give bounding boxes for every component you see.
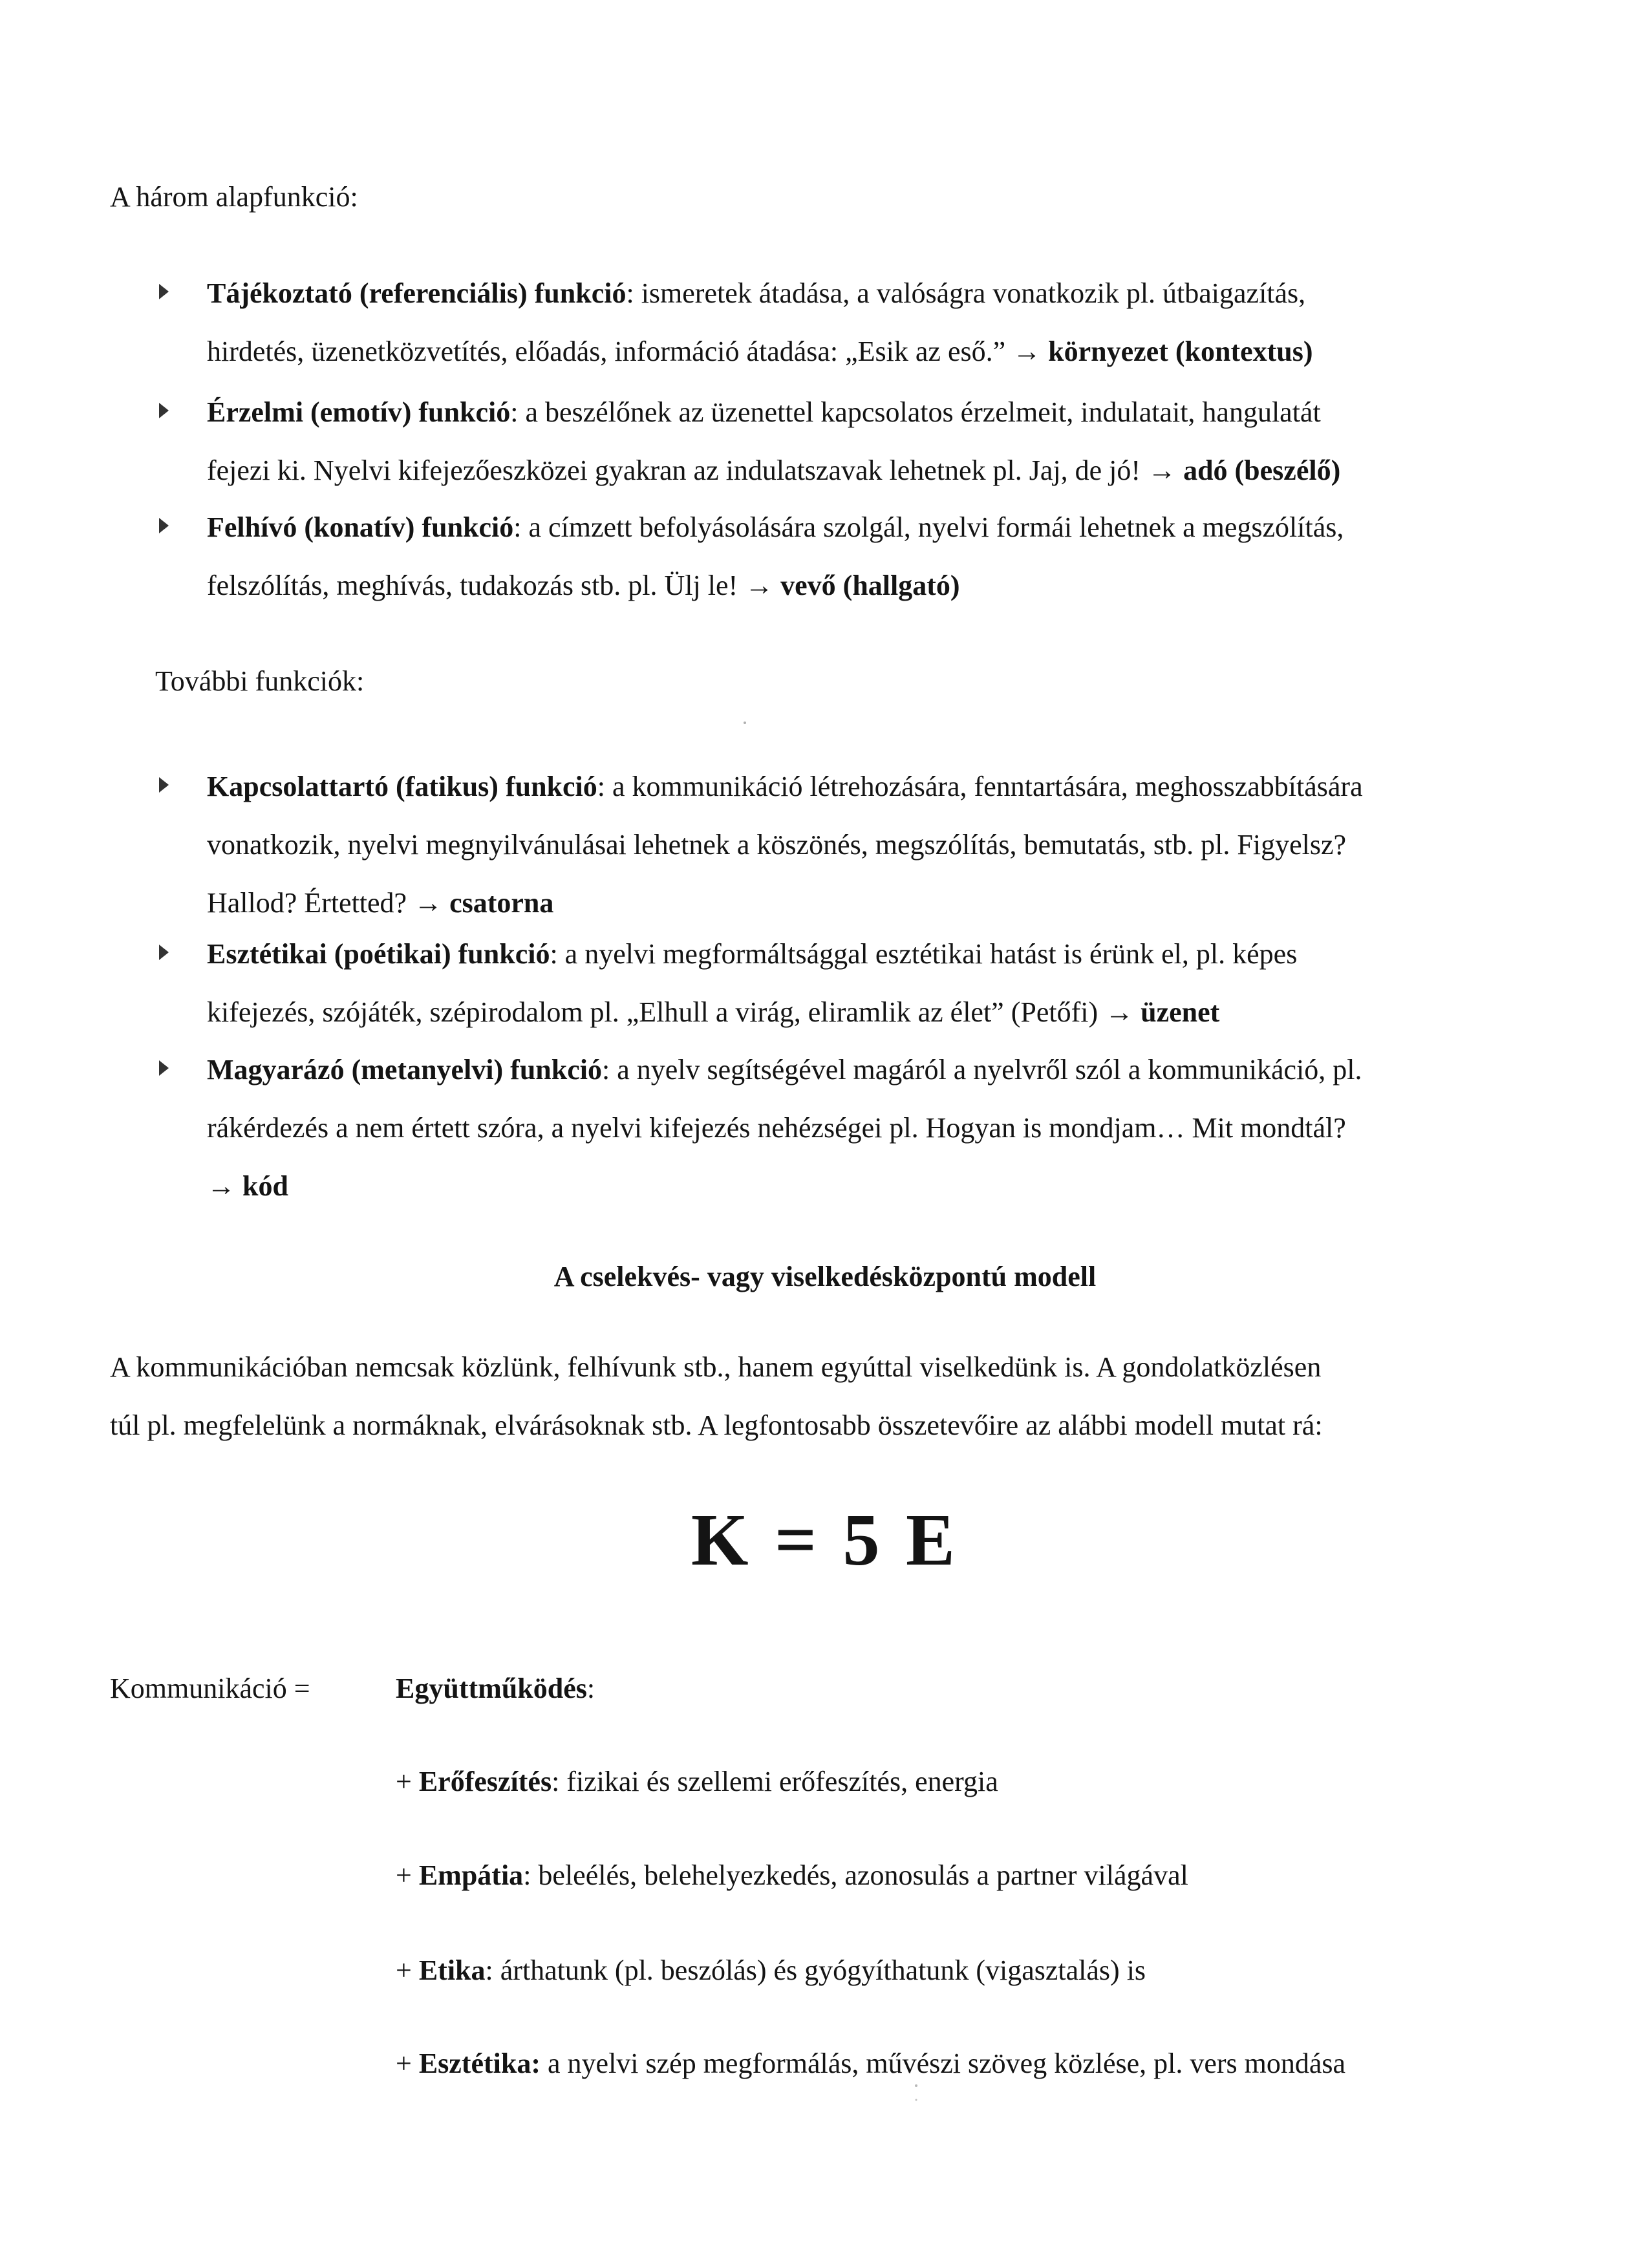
function-term: Esztétikai (poétikai) funkció bbox=[207, 938, 550, 970]
function-term: Felhívó (konatív) funkció bbox=[207, 511, 514, 543]
arrow-icon: → bbox=[414, 887, 443, 919]
function-description: hirdetés, üzenetközvetítés, előadás, információ átadása: „Esik az eső.” bbox=[207, 336, 1013, 367]
function-description: : ismeretek átadása, a valóságra vonatkozik pl. útbaigazítás, bbox=[626, 277, 1306, 309]
function-term: Tájékoztató (referenciális) funkció bbox=[207, 277, 627, 309]
e-term: Erőfeszítés bbox=[418, 1766, 552, 1797]
plus-sign: + bbox=[396, 1859, 419, 1891]
function-description: felszólítás, meghívás, tudakozás stb. pl. Ülj le! bbox=[207, 570, 745, 601]
e-term: Empátia bbox=[418, 1859, 524, 1891]
e-description: a nyelvi szép megformálás, művészi szöveg közlése, pl. vers mondása bbox=[541, 2048, 1346, 2079]
function-description: fejezi ki. Nyelvi kifejezőeszközei gyakran az indulatszavak lehetnek pl. Jaj, de jó! bbox=[207, 455, 1148, 486]
e-description: : beleélés, belehelyezkedés, azonosulás a partner világával bbox=[523, 1859, 1188, 1891]
paragraph-line: túl pl. megfelelünk a normáknak, elvárásoknak stb. A legfontosabb összetevőire az alábbi modell mutat rá: bbox=[110, 1409, 1323, 1441]
function-description: Hallod? Értetted? bbox=[207, 887, 414, 919]
function-target: vevő (hallgató) bbox=[780, 570, 960, 601]
section-heading: A cselekvés- vagy viselkedésközpontú modell bbox=[553, 1261, 1097, 1292]
function-target: környezet (kontextus) bbox=[1048, 336, 1313, 367]
arrow-icon: → bbox=[207, 1170, 235, 1202]
function-description: : a nyelvi megformáltsággal esztétikai hatást is érünk el, pl. képes bbox=[550, 938, 1298, 970]
function-description: rákérdezés a nem értett szóra, a nyelvi kifejezés nehézségei pl. Hogyan is mondjam… Mit mondtál? bbox=[207, 1112, 1346, 1144]
formula: K = 5 E bbox=[691, 1499, 959, 1581]
arrow-icon: → bbox=[745, 570, 774, 601]
function-term: Érzelmi (emotív) funkció bbox=[207, 396, 511, 428]
e-term: Esztétika: bbox=[418, 2048, 541, 2079]
plus-sign: + bbox=[396, 1954, 419, 1986]
arrow-icon: → bbox=[1105, 996, 1134, 1028]
function-description: : a címzett befolyásolására szolgál, nyelvi formái lehetnek a megszólítás, bbox=[513, 511, 1344, 543]
function-description: : a beszélőnek az üzenettel kapcsolatos érzelmeit, indulatait, hangulatát bbox=[510, 396, 1321, 428]
plus-sign: + bbox=[396, 1766, 419, 1797]
function-target: csatorna bbox=[449, 887, 554, 919]
function-target: kód bbox=[242, 1170, 288, 1202]
function-description: kifejezés, szójáték, szépirodalom pl. „Elhull a virág, eliramlik az élet” (Petőfi) bbox=[207, 996, 1106, 1028]
e-term: Etika bbox=[418, 1954, 486, 1986]
equation-colon: : bbox=[586, 1673, 595, 1704]
equation-term: Együttműködés bbox=[396, 1673, 587, 1704]
arrow-icon: → bbox=[1012, 336, 1042, 367]
arrow-icon: → bbox=[1148, 455, 1177, 486]
function-description: vonatkozik, nyelvi megnyilvánulásai lehetnek a köszönés, megszólítás, bemutatás, stb. pl. Figyelsz? bbox=[207, 829, 1347, 861]
plus-sign: + bbox=[396, 2048, 419, 2079]
e-description: : árthatunk (pl. beszólás) és gyógyíthatunk (vigasztalás) is bbox=[485, 1954, 1146, 1986]
function-description: : a kommunikáció létrehozására, fenntartására, meghosszabbítására bbox=[597, 771, 1363, 802]
function-term: Kapcsolattartó (fatikus) funkció bbox=[207, 771, 597, 802]
function-term: Magyarázó (metanyelvi) funkció bbox=[207, 1054, 602, 1086]
further-functions-intro: További funkciók: bbox=[155, 665, 365, 697]
function-target: adó (beszélő) bbox=[1183, 455, 1341, 486]
equation-left: Kommunikáció = bbox=[110, 1673, 310, 1704]
e-description: : fizikai és szellemi erőfeszítés, energia bbox=[552, 1766, 998, 1797]
function-target: üzenet bbox=[1141, 996, 1220, 1028]
basic-functions-intro: A három alapfunkció: bbox=[110, 181, 358, 213]
function-description: : a nyelv segítségével magáról a nyelvről szól a kommunikáció, pl. bbox=[602, 1054, 1362, 1086]
paragraph-line: A kommunikációban nemcsak közlünk, felhívunk stb., hanem egyúttal viselkedünk is. A gondolatközlésen bbox=[110, 1351, 1322, 1383]
